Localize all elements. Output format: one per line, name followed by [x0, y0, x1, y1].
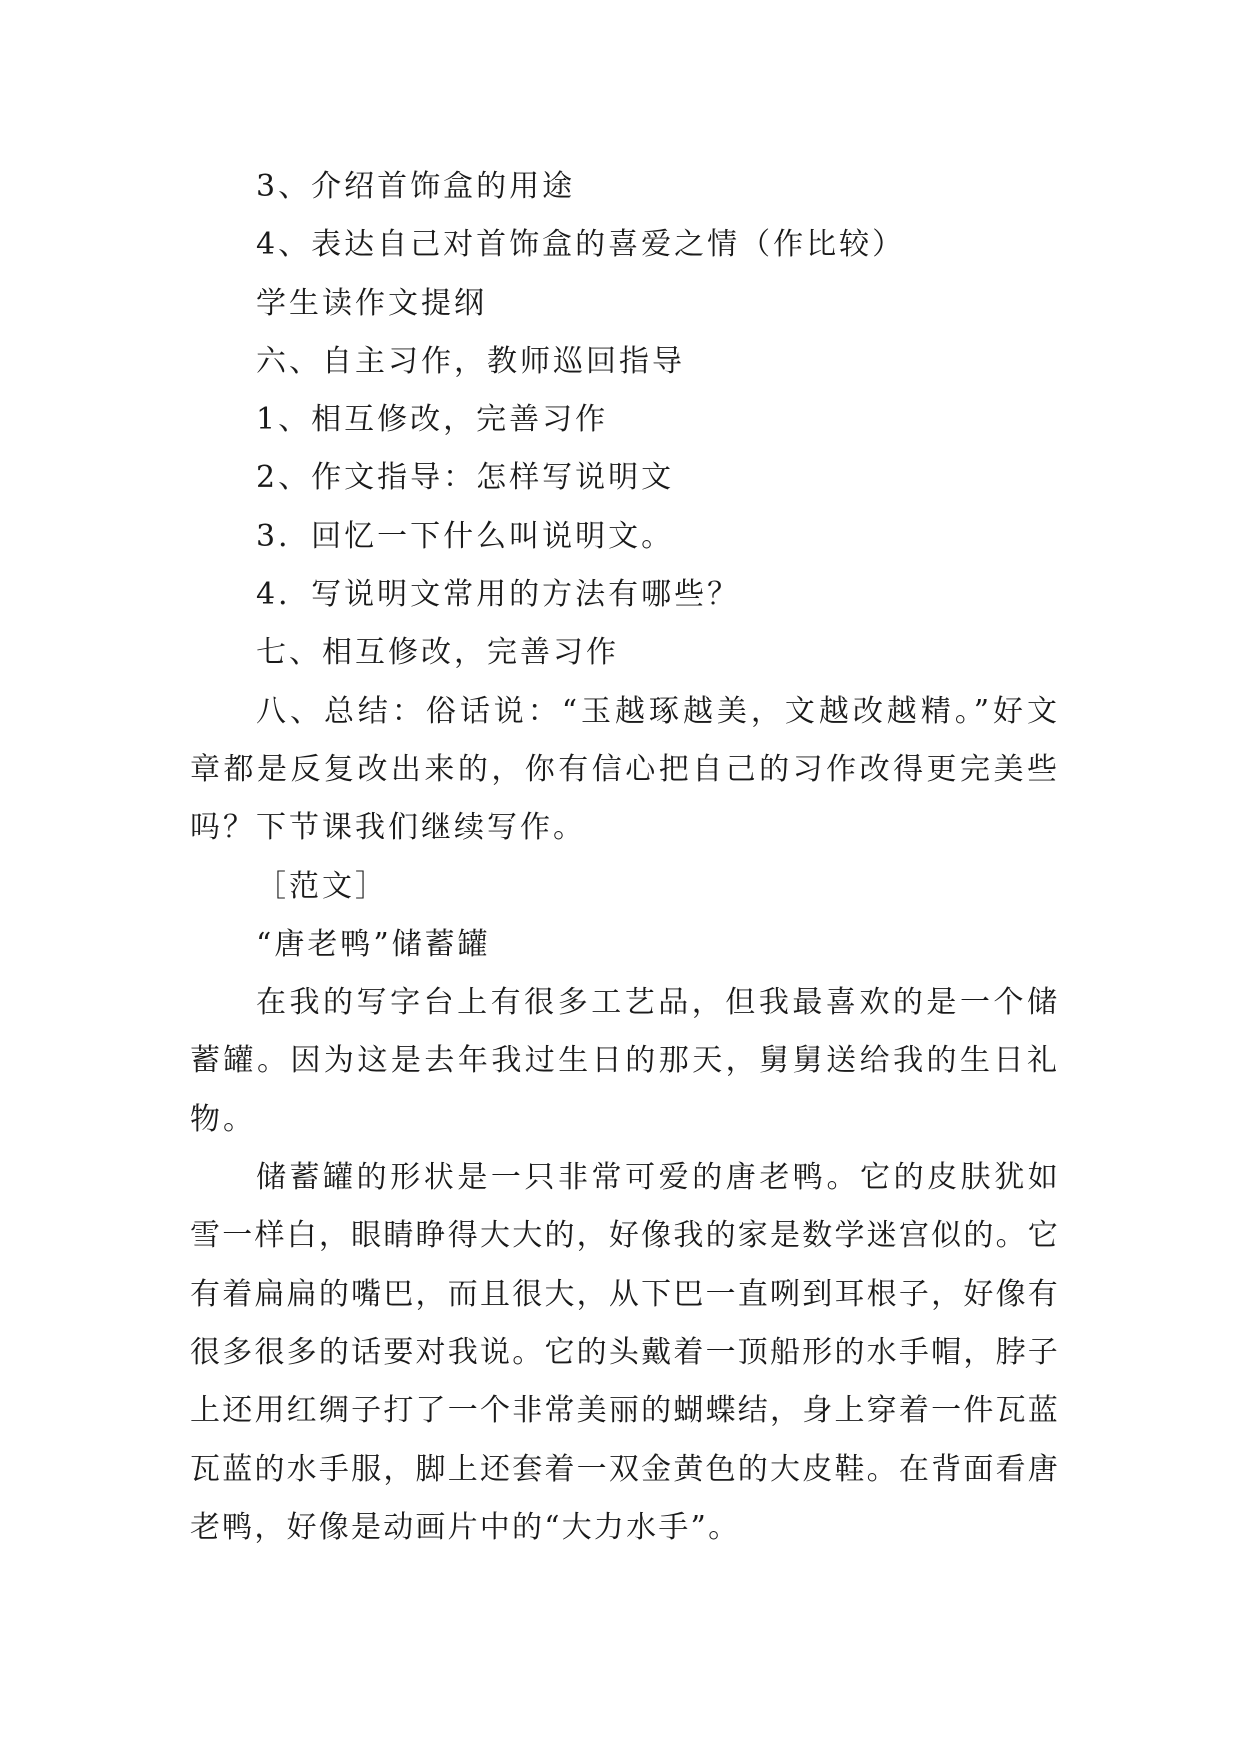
essay-title: “唐老鸭”储蓄罐 — [256, 926, 491, 962]
essay-paragraph-2: 储蓄罐的形状是一只非常可爱的唐老鸭。它的皮肤犹如雪一样白，眼睛睁得大大的，好像我的家是数学迷宫似的。它有着扁扁的嘴巴，而且很大，从下巴一直咧到耳根子，好像有很多很多的话要对我说。它的头戴着一顶船形的水手帽，脖子上还用红绸子打了一个非常美丽的蝴蝶结，身上穿着一件瓦蓝瓦蓝的水手服，脚上还套着一双金黄色的大皮鞋。在背面看唐老鸭，好像是动画片中的“大力水手”。 — [190, 1160, 1060, 1545]
paragraph-composition-guidance: 2、作文指导：怎样写说明文 — [256, 460, 675, 496]
paragraph-common-methods: 4．写说明文常用的方法有哪些？ — [256, 577, 741, 613]
sample-essay-label: ［范文］ — [256, 868, 388, 904]
paragraph-mutual-revision: 1、相互修改，完善习作 — [256, 402, 609, 438]
paragraph-express-fondness: 4、表达自己对首饰盒的喜爱之情（作比较） — [256, 227, 906, 263]
paragraph-use-of-jewelry-box: 3、介绍首饰盒的用途 — [256, 169, 576, 204]
essay-paragraph-1: 在我的写字台上有很多工艺品，但我最喜欢的是一个储蓄罐。因为这是去年我过生日的那天，舅舅送给我的生日礼物。 — [190, 985, 1060, 1137]
section-heading-eight-summary: 八、总结：俗话说：“玉越琢越美，文越改越精。”好文章都是反复改出来的，你有信心把自己的习作改得更完美些吗？下节课我们继续写作。 — [190, 693, 1060, 846]
section-heading-six: 六、自主习作，教师巡回指导 — [256, 343, 685, 379]
document-body — [190, 158, 1060, 1557]
paragraph-students-read-outline: 学生读作文提纲 — [256, 285, 487, 321]
paragraph-recall-expository: 3．回忆一下什么叫说明文。 — [256, 518, 675, 554]
section-heading-seven: 七、相互修改，完善习作 — [256, 635, 619, 671]
